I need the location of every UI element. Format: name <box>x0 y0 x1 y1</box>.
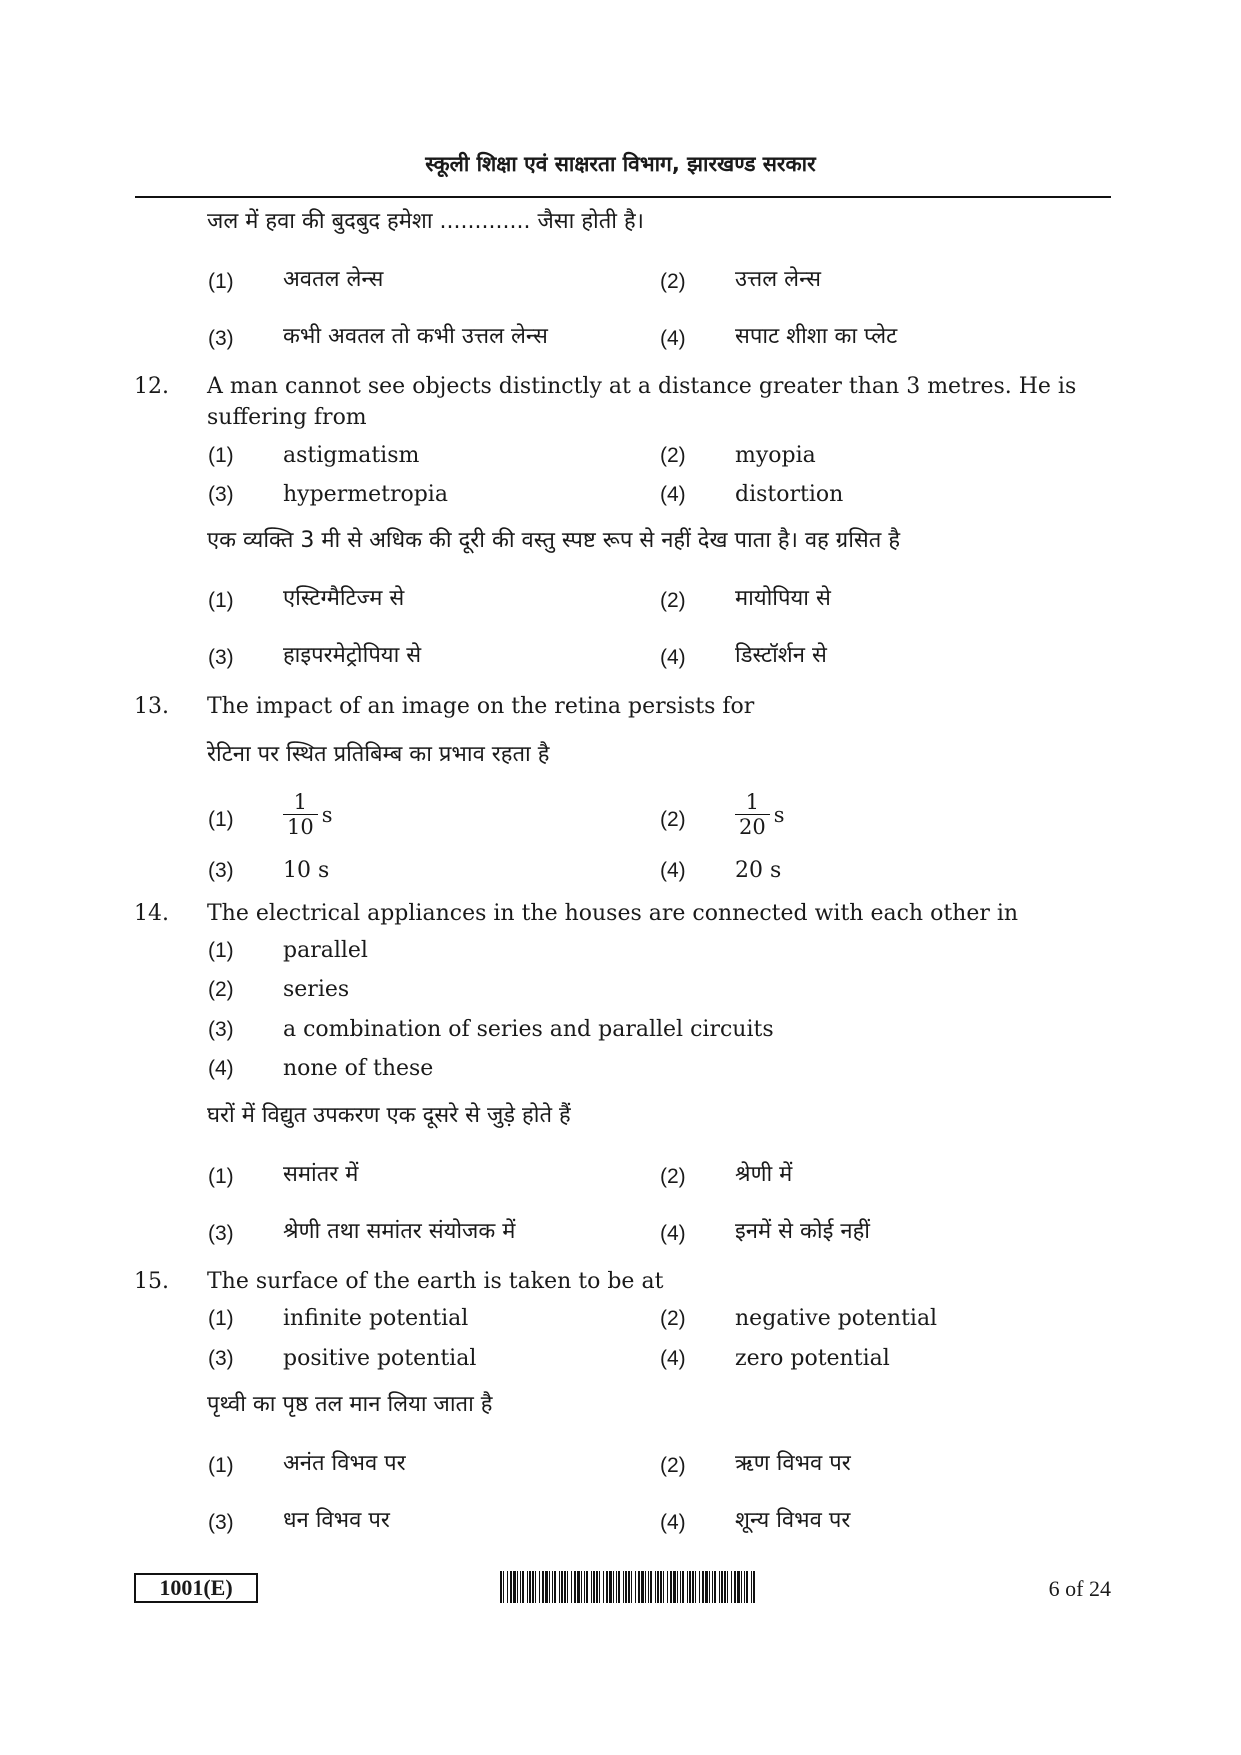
barcode-bar <box>613 1571 614 1603</box>
q12-hi-opt2-text: मायोपिया से <box>735 586 831 611</box>
q11-hi-stem: जल में हवा की बुदबुद हमेशा ............. जैसा होती है। <box>207 209 644 234</box>
q15-en-opt2-text: negative potential <box>735 1306 938 1331</box>
barcode-bar <box>712 1571 713 1603</box>
q12-hi-opt3-num: (3) <box>208 646 234 669</box>
barcode-bar <box>753 1571 755 1603</box>
barcode-bar <box>561 1571 563 1603</box>
q12-hi-opt4-num: (4) <box>660 646 686 669</box>
q11-hi-opt1-text: अवतल लेन्स <box>283 267 384 292</box>
q15-en-opt3-text: positive potential <box>283 1346 477 1371</box>
barcode-bar <box>724 1571 726 1603</box>
barcode-bar <box>680 1571 681 1603</box>
q14-en-opt1-text: parallel <box>283 938 368 963</box>
q14-hi-opt4-text: इनमें से कोई नहीं <box>735 1219 871 1244</box>
barcode-bar <box>603 1571 604 1603</box>
barcode-bar <box>677 1571 678 1603</box>
barcode-bar <box>510 1571 512 1603</box>
q11-hi-opt3-num: (3) <box>208 327 234 350</box>
barcode-bar <box>616 1571 617 1603</box>
q15-hi-opt2-num: (2) <box>660 1454 686 1477</box>
q13-opt1-numerator: 1 <box>283 790 318 815</box>
q12-hi-opt2-num: (2) <box>660 589 686 612</box>
q14-hi-opt1-text: समांतर में <box>283 1162 359 1187</box>
q12-en-opt3-num: (3) <box>208 483 234 506</box>
q12-en-opt3-text: hypermetropia <box>283 482 448 507</box>
barcode-bar <box>571 1571 572 1603</box>
barcode-bar <box>623 1571 624 1603</box>
q12-hi-stem: एक व्यक्ति 3 मी से अधिक की दूरी की वस्तु स्पष्ट रूप से नहीं देख पाता है। वह ग्रसित है <box>207 528 900 553</box>
q12-hi-opt1-num: (1) <box>208 589 234 612</box>
q11-hi-opt4-num: (4) <box>660 327 686 350</box>
header-rule <box>135 196 1111 198</box>
barcode-bar <box>657 1571 659 1603</box>
barcode-bar <box>628 1571 630 1603</box>
q15-hi-opt4-text: शून्य विभव पर <box>735 1508 851 1533</box>
barcode-bar <box>631 1571 632 1603</box>
barcode-bar <box>741 1571 742 1603</box>
q12-en-stem: A man cannot see objects distinctly at a distance greater than 3 metres. He is suffering from <box>207 374 1077 430</box>
q13-opt2-num: (2) <box>660 808 686 831</box>
barcode-bar <box>577 1571 580 1603</box>
barcode-bar <box>529 1571 531 1603</box>
q11-hi-opt1-num: (1) <box>208 270 234 293</box>
q11-hi-opt2-text: उत्तल लेन्स <box>735 267 822 292</box>
barcode-bar <box>513 1571 516 1603</box>
barcode-bar <box>574 1571 576 1603</box>
q15-en-opt4-num: (4) <box>660 1347 686 1370</box>
q12-en-opt2-text: myopia <box>735 443 816 468</box>
barcode-bar <box>581 1571 582 1603</box>
q14-hi-stem: घरों में विद्युत उपकरण एक दूसरे से जुड़े होते हैं <box>207 1103 571 1128</box>
barcode-bar <box>564 1571 566 1603</box>
barcode-bar <box>705 1571 708 1603</box>
barcode-bar <box>709 1571 710 1603</box>
barcode-bar <box>751 1571 752 1603</box>
barcode-bar <box>586 1571 588 1603</box>
barcode-bar <box>638 1571 640 1603</box>
barcode-bar <box>554 1571 556 1603</box>
barcode-bar <box>673 1571 676 1603</box>
paper-code: 1001(E) <box>134 1573 258 1603</box>
q13-opt1-denominator: 10 <box>287 815 314 839</box>
q12-hi-opt4-text: डिस्टॉर्शन से <box>735 643 827 668</box>
barcode-bar <box>545 1571 548 1603</box>
q12-hi-opt3-text: हाइपरमेट्रोपिया से <box>283 643 422 668</box>
barcode-bar <box>744 1571 745 1603</box>
barcode-bar <box>567 1571 568 1603</box>
q15-hi-opt1-num: (1) <box>208 1454 234 1477</box>
q15-en-opt3-num: (3) <box>208 1347 234 1370</box>
barcode-icon <box>500 1571 756 1603</box>
q14-hi-opt3-text: श्रेणी तथा समांतर संयोजक में <box>283 1219 516 1244</box>
barcode-bar <box>527 1571 528 1603</box>
q15-hi-opt3-num: (3) <box>208 1511 234 1534</box>
barcode-bar <box>699 1571 700 1603</box>
barcode-bar <box>507 1571 508 1603</box>
barcode-bar <box>500 1571 502 1603</box>
q14-hi-opt4-num: (4) <box>660 1222 686 1245</box>
q15-en-opt2-num: (2) <box>660 1307 686 1330</box>
q11-hi-opt4-text: सपाट शीशा का प्लेट <box>735 324 898 349</box>
q14-en-opt2-num: (2) <box>208 978 234 1001</box>
barcode-bar <box>687 1571 688 1603</box>
q13-opt2-unit: s <box>773 802 785 827</box>
barcode-bar <box>667 1571 668 1603</box>
q12-en-opt2-num: (2) <box>660 444 686 467</box>
barcode-bar <box>714 1571 716 1603</box>
barcode-bar <box>593 1571 595 1603</box>
barcode-bar <box>559 1571 560 1603</box>
q14-hi-opt2-text: श्रेणी में <box>735 1162 793 1187</box>
barcode-bar <box>539 1571 540 1603</box>
barcode-bar <box>552 1571 553 1603</box>
barcode-bar <box>702 1571 704 1603</box>
q12-en-opt4-num: (4) <box>660 483 686 506</box>
barcode-bar <box>606 1571 608 1603</box>
q13-opt2-fraction <box>735 790 770 839</box>
q14-en-stem: The electrical appliances in the houses are connected with each other in <box>207 901 1019 926</box>
barcode-bar <box>663 1571 664 1603</box>
q14-en-opt3-text: a combination of series and parallel circuits <box>283 1017 774 1042</box>
q13-hi-stem: रेटिना पर स्थित प्रतिबिम्ब का प्रभाव रहता है <box>207 742 550 767</box>
q12-hi-opt1-text: एस्टिग्मैटिज्म से <box>283 586 405 611</box>
barcode-bar <box>625 1571 627 1603</box>
barcode-bar <box>584 1571 585 1603</box>
q15-en-stem: The surface of the earth is taken to be at <box>207 1269 664 1294</box>
q15-hi-opt2-text: ऋण विभव पर <box>735 1451 851 1476</box>
barcode-bar <box>695 1571 696 1603</box>
q12-number: 12. <box>134 374 169 399</box>
q14-en-opt2-text: series <box>283 977 350 1002</box>
q14-number: 14. <box>134 901 169 926</box>
q14-hi-opt1-num: (1) <box>208 1165 234 1188</box>
q12-en-opt4-text: distortion <box>735 482 844 507</box>
barcode-bar <box>535 1571 536 1603</box>
q13-opt4-num: (4) <box>660 859 686 882</box>
barcode-bar <box>719 1571 720 1603</box>
q13-opt1-value <box>283 790 333 839</box>
barcode-bar <box>635 1571 636 1603</box>
q15-en-opt1-num: (1) <box>208 1307 234 1330</box>
barcode-bar <box>682 1571 684 1603</box>
barcode-bar <box>737 1571 740 1603</box>
q13-opt2-numerator: 1 <box>735 790 770 815</box>
q15-hi-opt3-text: धन विभव पर <box>283 1508 390 1533</box>
q15-hi-opt4-num: (4) <box>660 1511 686 1534</box>
barcode-bar <box>599 1571 600 1603</box>
barcode-bar <box>692 1571 694 1603</box>
barcode-bar <box>503 1571 504 1603</box>
q13-opt3-num: (3) <box>208 859 234 882</box>
q15-en-opt1-text: infinite potential <box>283 1306 469 1331</box>
barcode-bar <box>648 1571 649 1603</box>
q13-en-stem: The impact of an image on the retina persists for <box>207 694 755 719</box>
q13-opt4-text: 20 s <box>735 858 782 883</box>
q13-opt1-unit: s <box>321 802 333 827</box>
q14-hi-opt2-num: (2) <box>660 1165 686 1188</box>
q14-hi-opt3-num: (3) <box>208 1222 234 1245</box>
barcode-bar <box>734 1571 736 1603</box>
q15-hi-opt1-text: अनंत विभव पर <box>283 1451 406 1476</box>
page-number: 6 of 24 <box>1048 1576 1111 1601</box>
q13-opt3-text: 10 s <box>283 858 330 883</box>
barcode-bar <box>517 1571 518 1603</box>
q14-en-opt3-num: (3) <box>208 1018 234 1041</box>
page-header-title: स्कूली शिक्षा एवं साक्षरता विभाग, झारखण्ड सरकार <box>425 152 816 176</box>
barcode-bar <box>746 1571 748 1603</box>
barcode-bar <box>670 1571 672 1603</box>
barcode-bar <box>727 1571 728 1603</box>
barcode-bar <box>522 1571 524 1603</box>
barcode-bar <box>591 1571 592 1603</box>
q12-en-opt1-text: astigmatism <box>283 443 420 468</box>
barcode-bar <box>532 1571 534 1603</box>
barcode-bar <box>721 1571 723 1603</box>
barcode-bar <box>689 1571 691 1603</box>
q15-en-opt4-text: zero potential <box>735 1346 890 1371</box>
q13-opt2-denominator: 20 <box>739 815 766 839</box>
q14-en-opt4-text: none of these <box>283 1056 434 1081</box>
q12-en-opt1-num: (1) <box>208 444 234 467</box>
barcode-bar <box>650 1571 652 1603</box>
barcode-bar <box>542 1571 544 1603</box>
q14-en-opt4-num: (4) <box>208 1057 234 1080</box>
barcode-bar <box>549 1571 550 1603</box>
barcode-bar <box>641 1571 644 1603</box>
q15-hi-stem: पृथ्वी का पृष्ठ तल मान लिया जाता है <box>207 1392 493 1417</box>
q13-opt1-fraction <box>283 790 318 839</box>
q15-number: 15. <box>134 1269 169 1294</box>
barcode-bar <box>618 1571 620 1603</box>
barcode-bar <box>520 1571 521 1603</box>
barcode-bar <box>731 1571 732 1603</box>
q14-en-opt1-num: (1) <box>208 939 234 962</box>
q11-hi-opt2-num: (2) <box>660 270 686 293</box>
q11-hi-opt3-text: कभी अवतल तो कभी उत्तल लेन्स <box>283 324 548 349</box>
q13-number: 13. <box>134 694 169 719</box>
barcode-bar <box>645 1571 646 1603</box>
barcode-bar <box>596 1571 598 1603</box>
q13-opt2-value <box>735 790 785 839</box>
barcode-bar <box>655 1571 656 1603</box>
q13-opt1-num: (1) <box>208 808 234 831</box>
barcode-bar <box>660 1571 662 1603</box>
barcode-bar <box>609 1571 612 1603</box>
